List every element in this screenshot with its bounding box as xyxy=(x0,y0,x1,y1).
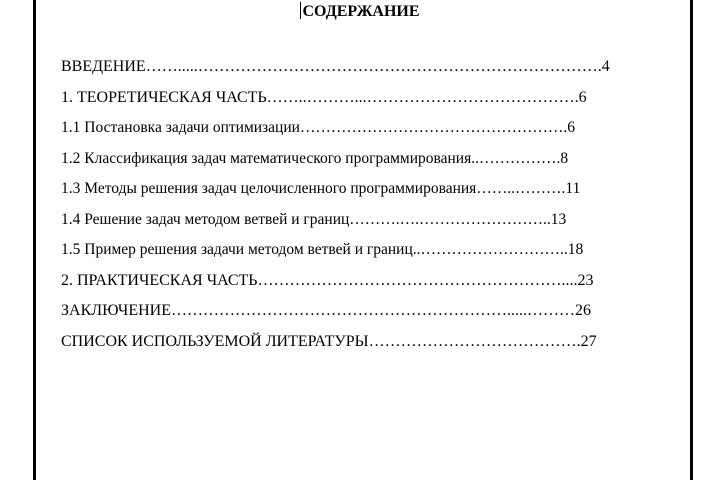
toc-entry-1-3[interactable] xyxy=(61,178,681,209)
toc-entry-1-1[interactable] xyxy=(61,117,681,148)
toc-entry-practice[interactable] xyxy=(61,270,681,301)
toc-heading[interactable] xyxy=(0,2,720,22)
toc-entry-text: 2. ПРАКТИЧЕСКАЯ ЧАСТЬ…………………………………………………....23 xyxy=(61,271,594,289)
toc-entry-introduction[interactable] xyxy=(61,56,681,87)
toc-entry-text: ВВЕДЕНИЕ…….....………………………………………………………………….4 xyxy=(61,58,610,75)
toc-entry-conclusion[interactable] xyxy=(61,300,681,331)
toc-entry-text: 1.5 Пример решения задачи методом ветвей и границ..………………………..18 xyxy=(61,241,584,258)
toc-entry-1-2[interactable] xyxy=(61,148,681,179)
toc-entry-1-5[interactable] xyxy=(61,239,681,270)
toc-entry-text: 1.3 Методы решения задач целочисленного программирования……..……….11 xyxy=(61,180,581,197)
toc-entry-text: 1.2 Классификация задач математического программирования..…………….8 xyxy=(61,149,569,167)
toc-entry-text: СПИСОК ИСПОЛЬЗУЕМОЙ ЛИТЕРАТУРЫ………………………………….27 xyxy=(61,332,597,350)
toc-entry-references[interactable] xyxy=(61,331,681,362)
toc-title-text: СОДЕРЖАНИЕ xyxy=(302,3,420,20)
toc-entry-theory[interactable] xyxy=(61,87,681,118)
toc-entry-text: ЗАКЛЮЧЕНИЕ……………………………………………………….....………26 xyxy=(61,302,591,319)
toc-entry-text: 1.4 Решение задач методом ветвей и границ……….….……………………..13 xyxy=(61,210,567,228)
toc-entry-text: 1.1 Постановка задачи оптимизации…………………………………………….6 xyxy=(61,119,576,136)
table-of-contents xyxy=(61,56,681,361)
toc-entry-text: 1. ТЕОРЕТИЧЕСКАЯ ЧАСТЬ……..………...………………………………….6 xyxy=(61,88,587,106)
toc-entry-1-4[interactable] xyxy=(61,209,681,240)
